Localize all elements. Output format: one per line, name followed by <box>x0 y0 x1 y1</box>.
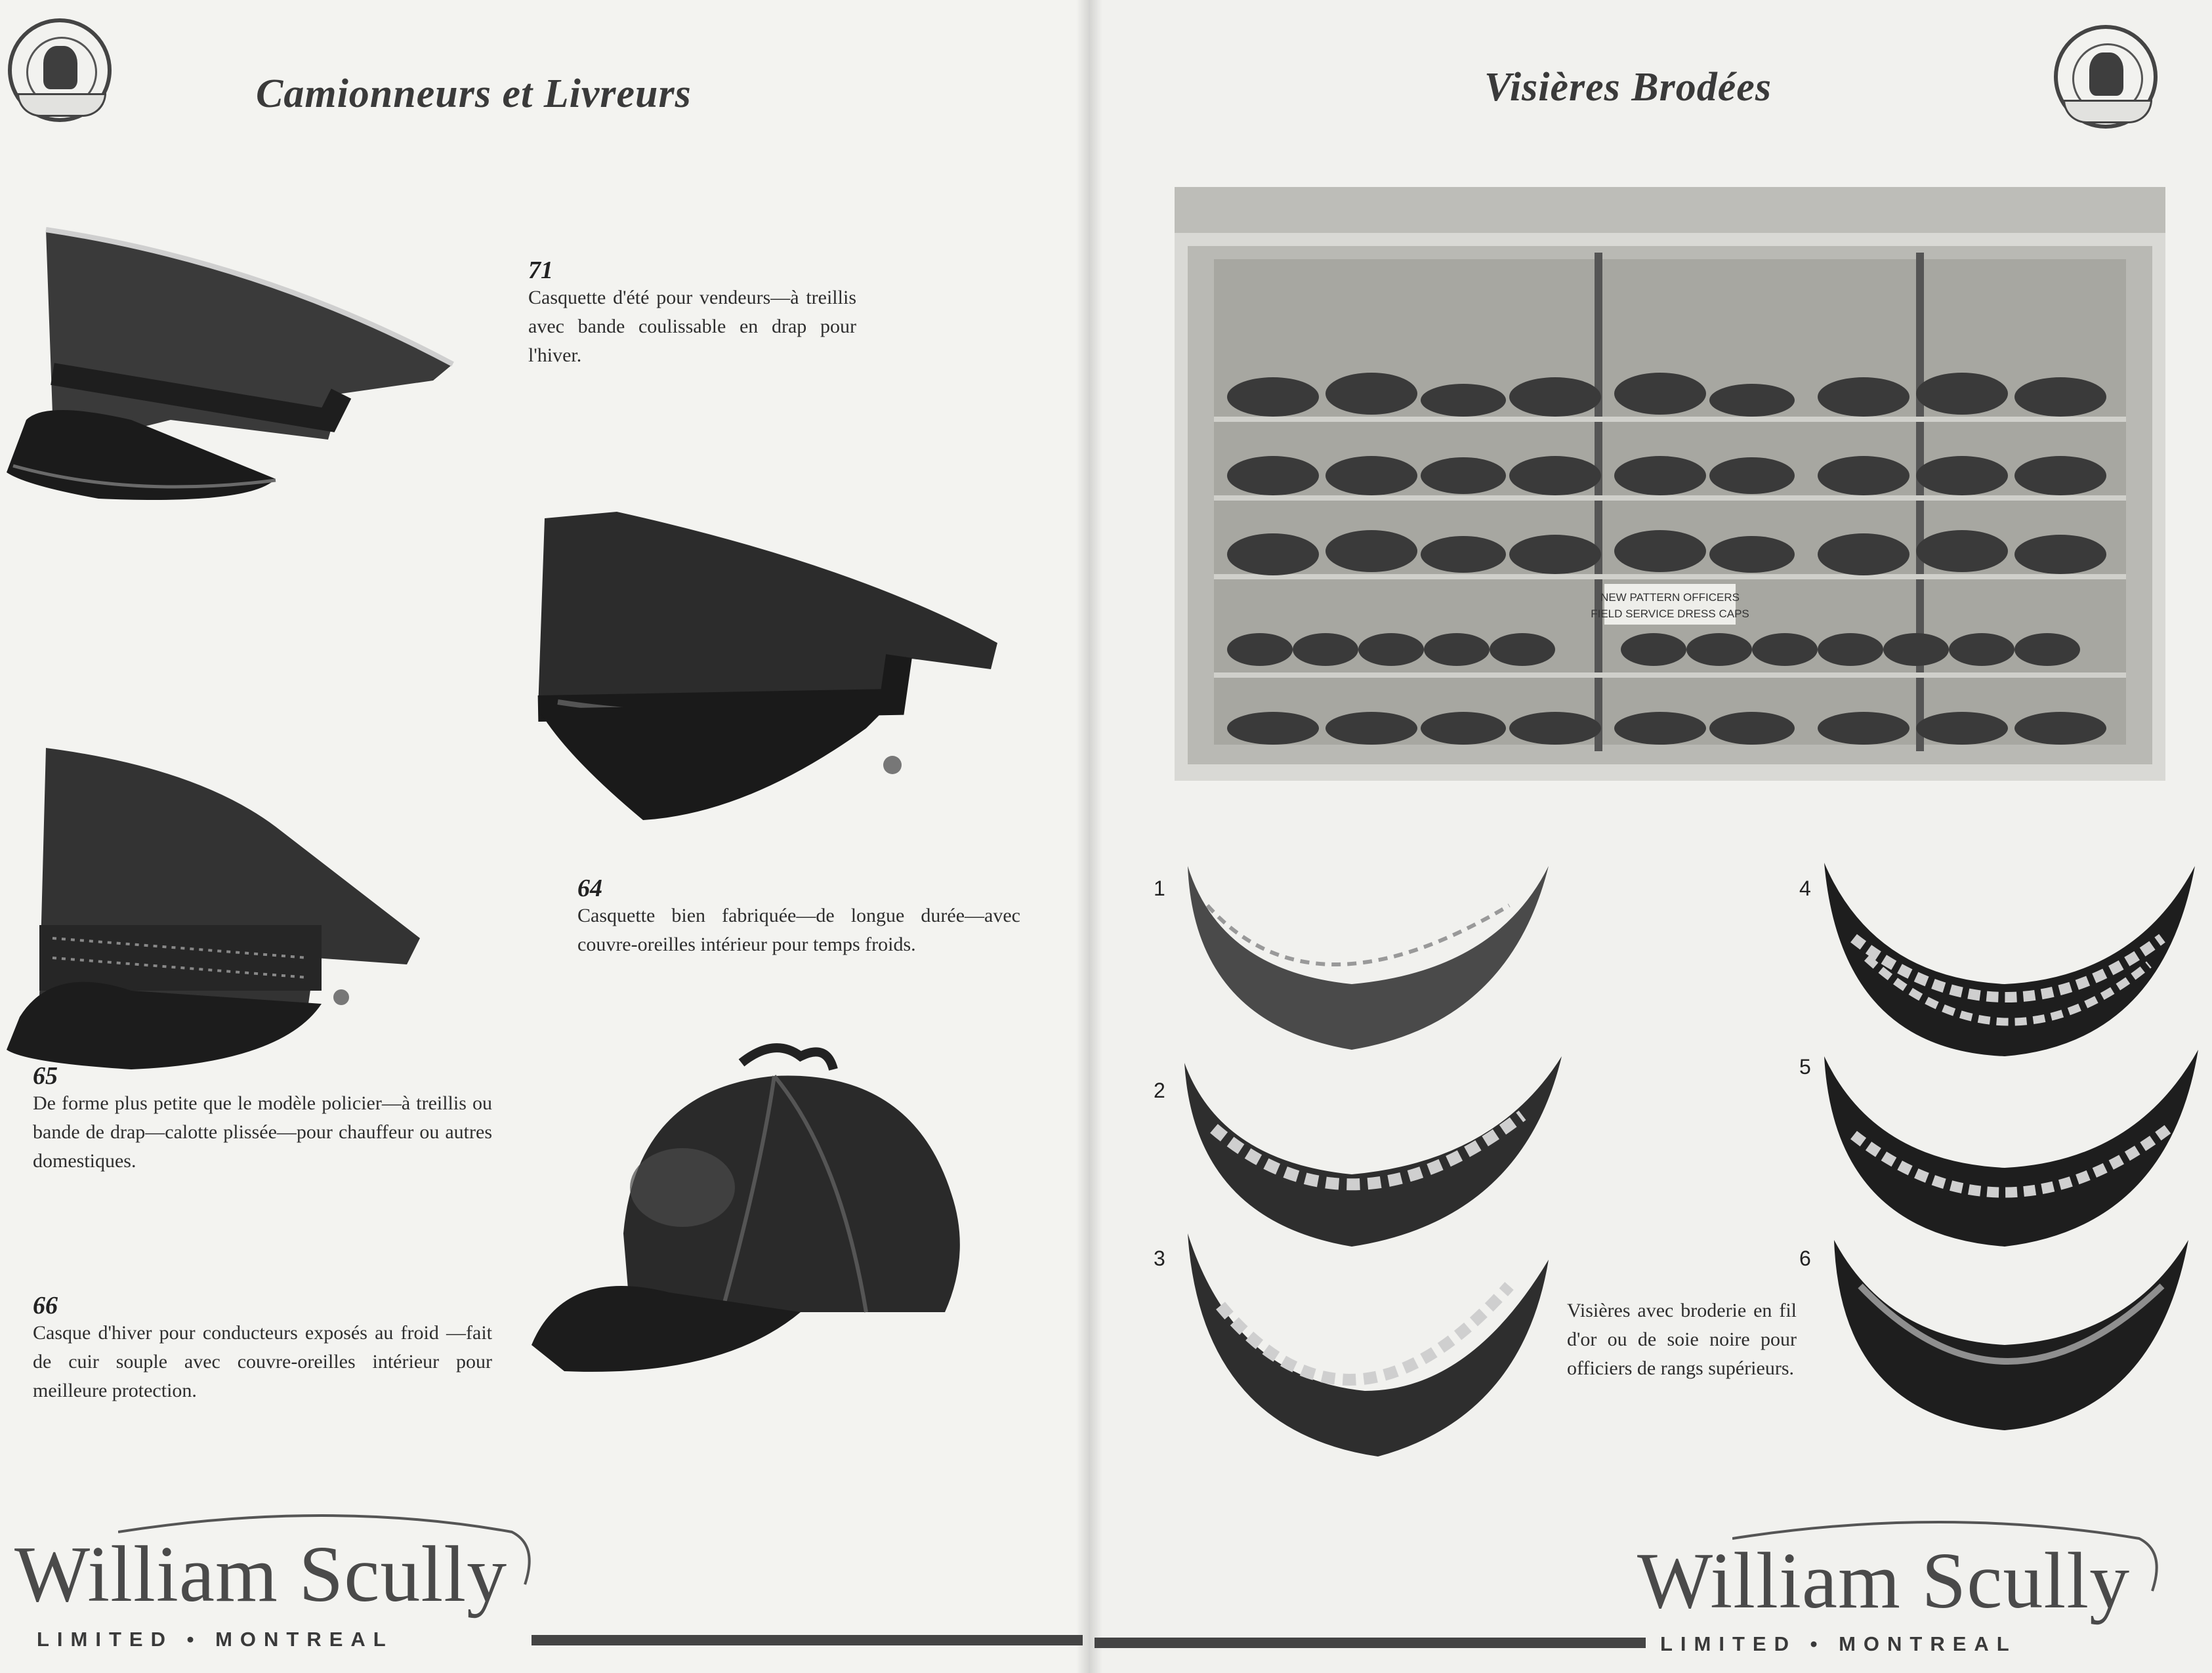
brand-subline-right: LIMITED • MONTREAL <box>1660 1632 2017 1655</box>
visor-caption: Visières avec broderie en fil d'or ou de soie noire pour officiers de rangs supérieurs. <box>1567 1300 1797 1379</box>
brand-subline-left: LIMITED • MONTREAL <box>37 1628 394 1651</box>
visors-1-3-photo <box>1181 853 1562 1470</box>
footer-rule-left <box>532 1635 1083 1645</box>
visor-number-1: 1 <box>1154 877 1165 900</box>
item-66-number: 66 <box>33 1292 58 1319</box>
item-66-description: Casque d'hiver pour conducteurs exposés au froid —fait de cuir souple avec couvre-oreilles intérieur pour meilleure protection. <box>33 1322 492 1401</box>
left-page-title: Camionneurs et Livreurs <box>256 72 692 116</box>
cap-66-photo <box>525 1037 1024 1378</box>
visor-number-3: 3 <box>1154 1247 1165 1270</box>
page-gutter <box>1076 0 1102 1673</box>
item-71-number: 71 <box>528 257 553 284</box>
visors-4-6-photo <box>1821 859 2202 1450</box>
footer-rule-right <box>1095 1638 1646 1648</box>
item-71-description: Casquette d'été pour vendeurs—à treillis avec bande coulissable en drap pour l'hiver. <box>528 287 856 366</box>
cap-65-photo <box>0 741 433 1083</box>
case-sign-line-2: FIELD SERVICE DRESS CAPS <box>1591 608 1749 620</box>
cap-71-photo <box>0 223 486 525</box>
brand-name-right: William Scully <box>1637 1537 2131 1625</box>
item-65-description: De forme plus petite que le modèle policier—à treillis ou bande de drap—calotte plissée—pour chauffeur ou autres domestiques. <box>33 1092 492 1172</box>
visor-number-6: 6 <box>1799 1247 1811 1270</box>
display-case-photo <box>1175 187 2165 781</box>
company-seal-left <box>8 18 112 122</box>
brand-name-left: William Scully <box>14 1530 508 1619</box>
item-65-number: 65 <box>33 1062 58 1090</box>
item-64-number: 64 <box>577 875 602 902</box>
visor-number-4: 4 <box>1799 877 1811 900</box>
case-sign-line-1: NEW PATTERN OFFICERS <box>1600 591 1740 604</box>
right-page-title: Visières Brodées <box>1484 65 1772 110</box>
company-seal-right <box>2054 25 2158 129</box>
visor-number-2: 2 <box>1154 1079 1165 1102</box>
visor-number-5: 5 <box>1799 1055 1811 1079</box>
item-64-description: Casquette bien fabriquée—de longue durée—avec couvre-oreilles intérieur pour temps froids. <box>577 905 1020 955</box>
cap-64-photo <box>525 505 1024 846</box>
